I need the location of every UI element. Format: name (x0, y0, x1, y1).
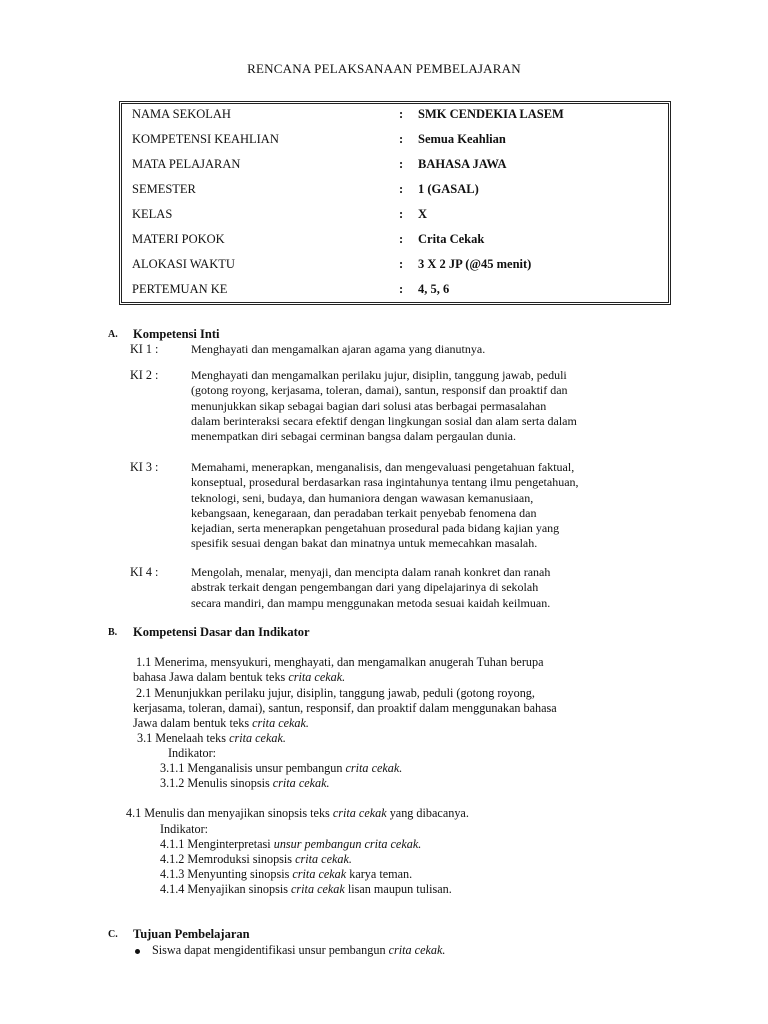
info-colon: : (399, 107, 404, 121)
section-letter: C. (108, 929, 118, 940)
info-row (122, 257, 668, 277)
info-label: KOMPETENSI KEAHLIAN (132, 132, 279, 146)
info-label: KELAS (132, 207, 173, 221)
info-value: 1 (GASAL) (418, 182, 479, 196)
indikator-4-1-2: 4.1.2 Memroduksi sinopsis crita cekak. (160, 852, 352, 866)
indikator-label: Indikator: (168, 746, 217, 760)
info-colon: : (399, 282, 404, 296)
section-title: Kompetensi Inti (133, 327, 220, 341)
kd-2-1-cont: Jawa dalam bentuk teks crita cekak. (133, 716, 309, 730)
info-value: X (418, 207, 428, 221)
indikator-label: Indikator: (160, 822, 209, 836)
info-colon: : (399, 182, 404, 196)
section-letter: A. (108, 329, 118, 340)
ki-label: KI 1 : (130, 342, 159, 356)
info-value: BAHASA JAWA (418, 157, 507, 171)
info-value: 4, 5, 6 (418, 282, 450, 296)
info-label: MATERI POKOK (132, 232, 225, 246)
info-row (122, 132, 668, 152)
info-label: ALOKASI WAKTU (132, 257, 235, 271)
section-title: Kompetensi Dasar dan Indikator (133, 625, 310, 639)
info-row (122, 232, 668, 252)
bullet-icon (135, 949, 140, 954)
ki-label: KI 3 : (130, 460, 159, 474)
info-row (122, 107, 668, 127)
kd-2-1: 2.1 Menunjukkan perilaku jujur, disiplin, tanggung jawab, peduli (gotong royong, (136, 686, 535, 700)
info-colon: : (399, 207, 404, 221)
document-title: RENCANA PELAKSANAAN PEMBELAJARAN (247, 61, 521, 76)
ki-text: Menghayati dan mengamalkan ajaran agama yang dianutnya. (191, 342, 486, 356)
info-value: Semua Keahlian (418, 132, 506, 146)
kd-4-1: 4.1 Menulis dan menyajikan sinopsis teks crita cekak yang dibacanya. (126, 806, 469, 820)
ki-label: KI 2 : (130, 368, 159, 382)
school-info-box (119, 101, 671, 305)
info-label: SEMESTER (132, 182, 196, 196)
indikator-3-1-1: 3.1.1 Menganalisis unsur pembangun crita cekak. (160, 761, 403, 775)
info-row (122, 182, 668, 202)
info-value: Crita Cekak (418, 232, 485, 246)
section-letter: B. (108, 627, 118, 638)
info-colon: : (399, 132, 404, 146)
ki-text: Menghayati dan mengamalkan perilaku jujur, disiplin, tanggung jawab, peduli (gotong royong, kerjasama, toleran, damai), santun, responsif dan proaktif dan menunjukkan sikap sebagai bagian dari solusi atas berbagai permasalahan dalam berinteraksi secara efektif dengan lingkungan sosial dan alam serta dalam menempatkan diri sebagai cerminan bangsa dalam pergaulan dunia. (191, 368, 577, 444)
kd-1-1-cont: bahasa Jawa dalam bentuk teks crita cekak. (133, 670, 346, 684)
kd-2-1-cont: kerjasama, toleran, damai), santun, responsif, dan proaktif dalam menggunakan bahasa (133, 701, 557, 715)
info-colon: : (399, 232, 404, 246)
info-label: PERTEMUAN KE (132, 282, 228, 296)
info-row (122, 282, 668, 302)
info-label: MATA PELAJARAN (132, 157, 241, 171)
indikator-4-1-1: 4.1.1 Menginterpretasi unsur pembangun crita cekak. (160, 837, 422, 851)
info-row (122, 157, 668, 177)
info-colon: : (399, 257, 404, 271)
kd-1-1: 1.1 Menerima, mensyukuri, menghayati, dan mengamalkan anugerah Tuhan berupa (136, 655, 544, 669)
indikator-4-1-4: 4.1.4 Menyajikan sinopsis crita cekak lisan maupun tulisan. (160, 882, 452, 896)
info-colon: : (399, 157, 404, 171)
kd-3-1: 3.1 Menelaah teks crita cekak. (137, 731, 286, 745)
ki-label: KI 4 : (130, 565, 159, 579)
info-value: SMK CENDEKIA LASEM (418, 107, 564, 121)
ki-text: Mengolah, menalar, menyaji, dan mencipta dalam ranah konkret dan ranah abstrak terkait dengan pengembangan dari yang dipelajarinya di sekolah secara mandiri, dan mampu menggunakan metoda sesuai kaidah keilmuan. (191, 565, 551, 610)
indikator-4-1-3: 4.1.3 Menyunting sinopsis crita cekak karya teman. (160, 867, 413, 881)
indikator-3-1-2: 3.1.2 Menulis sinopsis crita cekak. (160, 776, 330, 790)
tujuan-item: Siswa dapat mengidentifikasi unsur pembangun crita cekak. (152, 943, 446, 957)
info-value: 3 X 2 JP (@45 menit) (418, 257, 532, 271)
info-row (122, 207, 668, 227)
section-title: Tujuan Pembelajaran (133, 927, 250, 941)
info-label: NAMA SEKOLAH (132, 107, 231, 121)
ki-text: Memahami, menerapkan, menganalisis, dan mengevaluasi pengetahuan faktual, konseptual, prosedural berdasarkan rasa ingintahunya tentang ilmu pengetahuan, teknologi, seni, budaya, dan humaniora dengan wawasan kemanusiaan, kebangsaan, kenegaraan, dan peradaban terkait penyebab fenomena dan kejadian, serta menerapkan pengetahuan prosedural pada bidang kajian yang spesifik sesuai dengan bakat dan minatnya untuk memecahkan masalah. (191, 460, 579, 551)
